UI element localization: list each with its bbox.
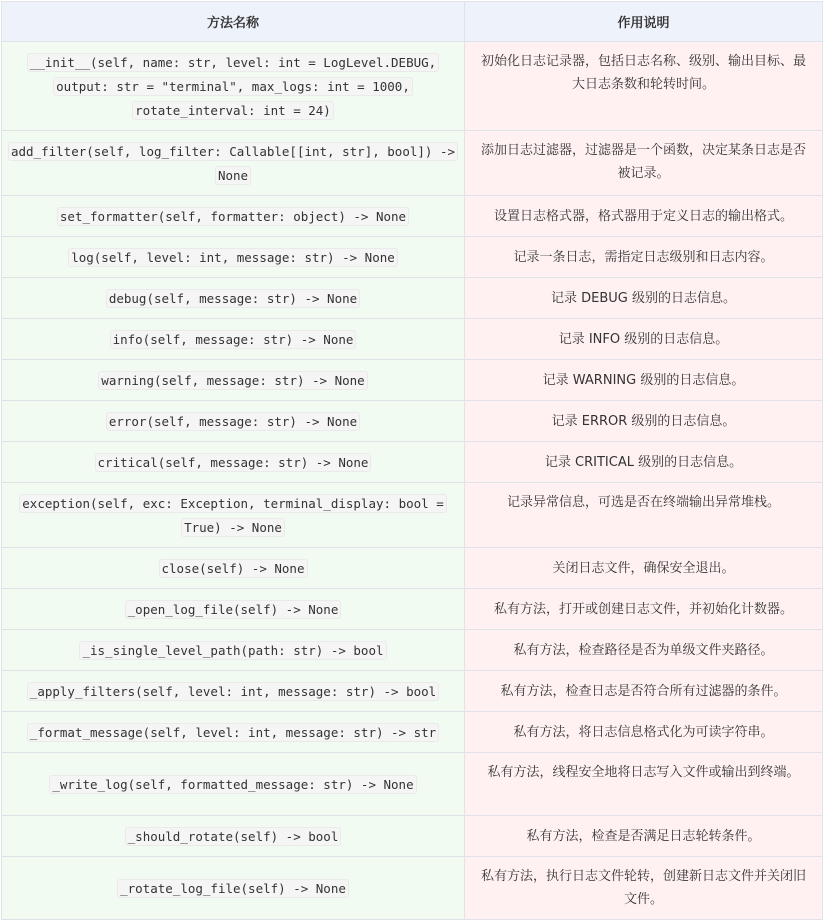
method-name-cell [2,278,465,319]
method-signature: _apply_filters(self, level: int, message: str) -> bool [27,682,439,701]
description-cell: 记录 DEBUG 级别的日志信息。 [465,278,823,319]
table-row [2,196,823,237]
description-cell: 私有方法，线程安全地将日志写入文件或输出到终端。 [465,753,823,816]
table-row [2,753,823,816]
table-row [2,671,823,712]
method-name-cell [2,483,465,548]
method-signature: critical(self, message: str) -> None [95,453,372,472]
description-cell: 私有方法，检查是否满足日志轮转条件。 [465,816,823,857]
method-signature: error(self, message: str) -> None [106,412,360,431]
method-name-cell [2,712,465,753]
method-name-cell [2,196,465,237]
description-cell: 记录 WARNING 级别的日志信息。 [465,360,823,401]
description-cell: 私有方法，检查路径是否为单级文件夹路径。 [465,630,823,671]
method-signature: log(self, level: int, message: str) -> None [68,248,398,267]
table-row [2,237,823,278]
method-signature: _format_message(self, level: int, message: str) -> str [27,723,439,742]
method-signature: set_formatter(self, formatter: object) -> None [57,207,409,226]
header-description: 作用说明 [465,2,823,42]
table-row [2,816,823,857]
method-name-cell [2,237,465,278]
method-name-cell [2,42,465,131]
description-cell: 私有方法，检查日志是否符合所有过滤器的条件。 [465,671,823,712]
description-cell: 记录一条日志，需指定日志级别和日志内容。 [465,237,823,278]
method-name-cell [2,319,465,360]
method-name-cell [2,857,465,920]
method-name-cell [2,442,465,483]
table-row [2,319,823,360]
header-row [2,2,823,42]
method-name-cell [2,630,465,671]
method-name-cell [2,548,465,589]
method-name-cell [2,753,465,816]
method-name-cell [2,401,465,442]
method-signature: _rotate_log_file(self) -> None [117,879,349,898]
table-row [2,630,823,671]
method-signature: debug(self, message: str) -> None [106,289,360,308]
description-cell: 添加日志过滤器，过滤器是一个函数，决定某条日志是否被记录。 [465,131,823,196]
methods-table [1,1,823,920]
table-row [2,712,823,753]
description-cell: 关闭日志文件，确保安全退出。 [465,548,823,589]
table-row [2,483,823,548]
description-cell: 私有方法，将日志信息格式化为可读字符串。 [465,712,823,753]
table-row [2,42,823,131]
description-cell: 记录异常信息，可选是否在终端输出异常堆栈。 [465,483,823,548]
method-signature: add_filter(self, log_filter: Callable[[int, str], bool]) -> None [8,142,458,185]
table-row [2,857,823,920]
method-signature: _write_log(self, formatted_message: str) -> None [49,775,416,794]
method-name-cell [2,671,465,712]
description-cell: 设置日志格式器，格式器用于定义日志的输出格式。 [465,196,823,237]
method-signature: exception(self, exc: Exception, terminal_display: bool = True) -> None [19,494,446,537]
table-row [2,360,823,401]
method-signature: warning(self, message: str) -> None [98,371,367,390]
method-signature: info(self, message: str) -> None [110,330,357,349]
description-cell: 私有方法，打开或创建日志文件，并初始化计数器。 [465,589,823,630]
method-signature: _open_log_file(self) -> None [125,600,342,619]
method-signature: close(self) -> None [159,559,308,578]
description-cell: 记录 ERROR 级别的日志信息。 [465,401,823,442]
method-signature: __init__(self, name: str, level: int = LogLevel.DEBUG, output: str = "terminal", max_logs: int = 1000, rotate_interval: int = 24) [27,53,439,120]
header-method-name: 方法名称 [2,2,465,42]
description-cell: 记录 CRITICAL 级别的日志信息。 [465,442,823,483]
description-cell: 初始化日志记录器，包括日志名称、级别、输出目标、最大日志条数和轮转时间。 [465,42,823,131]
description-cell: 记录 INFO 级别的日志信息。 [465,319,823,360]
table-row [2,548,823,589]
method-name-cell [2,589,465,630]
table-row [2,278,823,319]
method-name-cell [2,816,465,857]
table-row [2,131,823,196]
table-row [2,401,823,442]
method-signature: _should_rotate(self) -> bool [125,827,342,846]
table-row [2,442,823,483]
method-name-cell [2,131,465,196]
table-row [2,589,823,630]
method-signature: _is_single_level_path(path: str) -> bool [79,641,386,660]
method-name-cell [2,360,465,401]
description-cell: 私有方法，执行日志文件轮转，创建新日志文件并关闭旧文件。 [465,857,823,920]
